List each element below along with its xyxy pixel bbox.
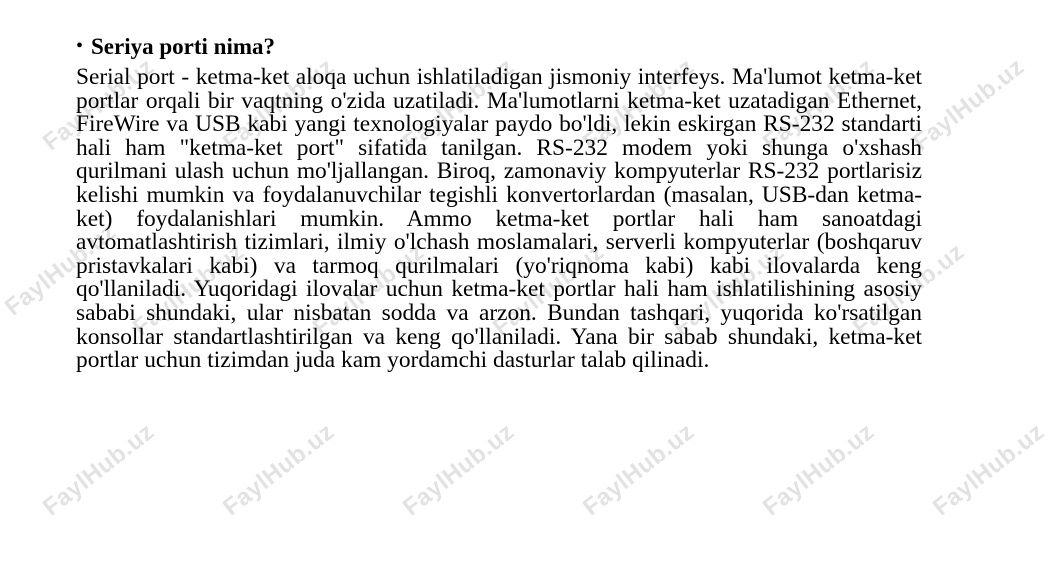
watermark-text: FaylHub.uz	[398, 418, 520, 522]
heading-text: Seriya porti nima?	[91, 34, 276, 59]
watermark-text: FaylHub.uz	[38, 418, 160, 522]
watermark-text: FaylHub.uz	[668, 238, 790, 342]
watermark-text: FaylHub.uz	[128, 238, 250, 342]
watermark-text: FaylHub.uz	[848, 238, 970, 342]
watermark-text: FaylHub.uz	[398, 53, 520, 157]
slide-content	[76, 34, 922, 373]
watermark-text: FaylHub.uz	[578, 418, 700, 522]
watermark-text: FaylHub.uz	[928, 418, 1050, 522]
watermark-text: FaylHub.uz	[308, 238, 430, 342]
watermark-text: FaylHub.uz	[758, 53, 880, 157]
watermark-text: FaylHub.uz	[218, 418, 340, 522]
watermark-text: FaylHub.uz	[38, 53, 160, 157]
body-paragraph: Serial port - ketma-ket aloqa uchun ishlatiladigan jismoniy interfeys. Ma'lumot ketma-ket portlar orqali bir vaqtning o'zida uzatiladi. Ma'lumotlarni ketma-ket uzatadigan Ethernet, FireWire va USB kabi yangi texnologiyalar paydo bo'ldi, lekin eskirgan RS-232 standarti hali ham "ketma-ket port" sifatida tanilgan. RS-232 modem yoki shunga o'xshash qurilmani ulash uchun mo'ljallangan. Biroq, zamonaviy kompyuterlar RS-232 portlarisiz kelishi mumkin va foydalanuvchilar tegishli konvertorlardan (masalan, USB-dan ketma-ket) foydalanishlari mumkin. Ammo ketma-ket portlar hali ham sanoatdagi avtomatlashtirish tizimlari, ilmiy o'lchash moslamalari, serverli kompyuterlar (boshqaruv pristavkalari kabi) va tarmoq qurilmalari (yo'riqnoma kabi) kabi ilovalarda keng qo'llaniladi. Yuqoridagi ilovalar uchun ketma-ket portlar hali ham ishlatilishining asosiy sababi shundaki, ular nisbatan sodda va arzon. Bundan tashqari, yuqorida ko'rsatilgan konsollar standartlashtirilgan va keng qo'llaniladi. Yana bir sabab shundaki, ketma-ket portlar uchun tizimdan juda kam yordamchi dasturlar talab qilinadi.	[76, 64, 922, 374]
slide-heading	[76, 34, 922, 60]
watermark-text: FaylHub.uz	[578, 53, 700, 157]
watermark-text: FaylHub.uz	[0, 218, 122, 322]
watermark-text: FaylHub.uz	[488, 238, 610, 342]
watermark-text: FaylHub.uz	[758, 418, 880, 522]
watermark-text: FaylHub.uz	[908, 53, 1030, 157]
watermark-text: FaylHub.uz	[218, 53, 340, 157]
bullet-icon: •	[76, 35, 84, 57]
